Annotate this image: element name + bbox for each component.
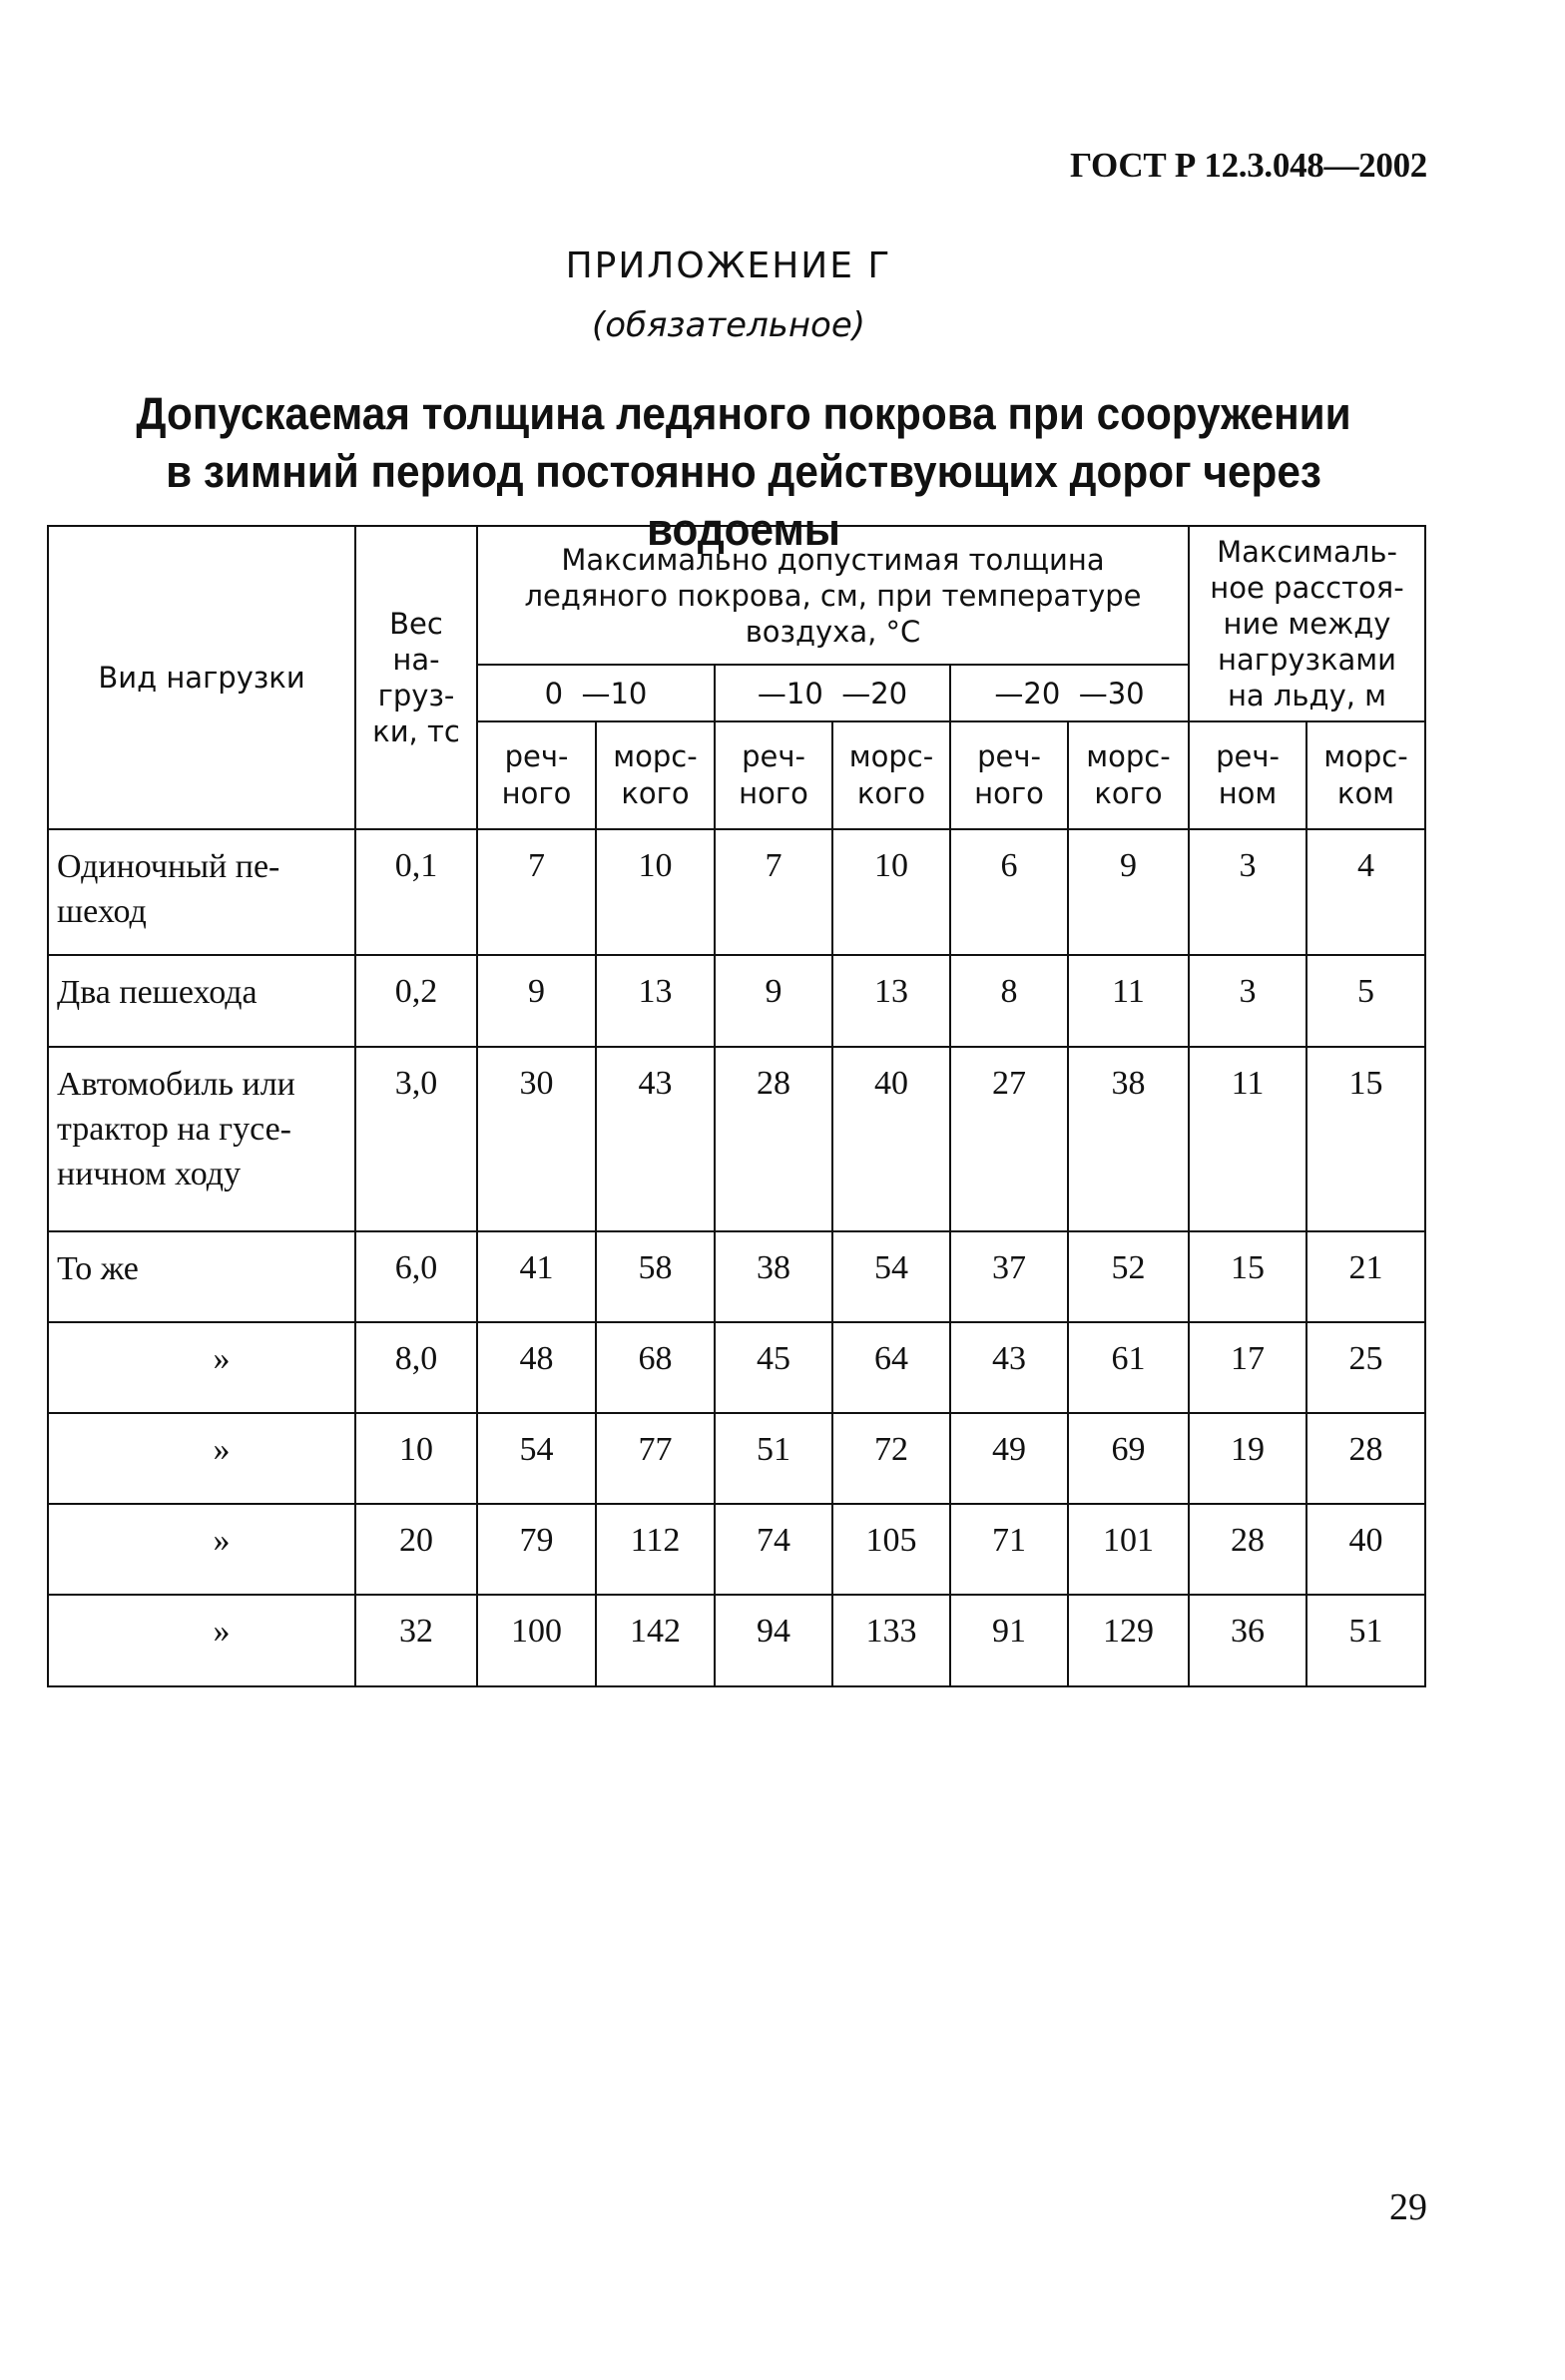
ice-thickness-table xyxy=(47,525,1426,1687)
value-cell: 112 xyxy=(596,1504,715,1595)
value-cell: 5 xyxy=(1306,955,1425,1047)
value-cell: 13 xyxy=(596,955,715,1047)
load-type-cell: » xyxy=(48,1322,355,1413)
value-cell: 6 xyxy=(950,829,1068,955)
load-type-cell: Одиночный пе- шеход xyxy=(48,829,355,955)
header-temp-range-2: —10 —20 xyxy=(715,665,950,721)
header-sea-1: морс- кого xyxy=(596,721,715,829)
value-cell: 49 xyxy=(950,1413,1068,1504)
document-code: ГОСТ Р 12.3.048—2002 xyxy=(1069,146,1427,185)
header-thickness-group: Максимально допустимая толщина ледяного покрова, см, при температуре воздуха, °С xyxy=(477,526,1189,665)
value-cell: 69 xyxy=(1068,1413,1189,1504)
appendix-label: ПРИЛОЖЕНИЕ Г xyxy=(565,245,892,286)
load-type-cell: » xyxy=(48,1413,355,1504)
value-cell: 71 xyxy=(950,1504,1068,1595)
header-temp-range-3: —20 —30 xyxy=(950,665,1189,721)
value-cell: 142 xyxy=(596,1595,715,1686)
table-row xyxy=(48,1413,1425,1504)
value-cell: 133 xyxy=(832,1595,950,1686)
value-cell: 105 xyxy=(832,1504,950,1595)
value-cell: 77 xyxy=(596,1413,715,1504)
table-row xyxy=(48,1322,1425,1413)
value-cell: 129 xyxy=(1068,1595,1189,1686)
table-row xyxy=(48,1504,1425,1595)
appendix-status: (обязательное) xyxy=(591,305,866,345)
weight-cell: 0,1 xyxy=(355,829,477,955)
value-cell: 43 xyxy=(950,1322,1068,1413)
value-cell: 40 xyxy=(832,1047,950,1231)
header-sea-3: морс- кого xyxy=(1068,721,1189,829)
value-cell: 27 xyxy=(950,1047,1068,1231)
value-cell: 61 xyxy=(1068,1322,1189,1413)
value-cell: 4 xyxy=(1306,829,1425,955)
value-cell: 100 xyxy=(477,1595,596,1686)
value-cell: 9 xyxy=(1068,829,1189,955)
value-cell: 94 xyxy=(715,1595,832,1686)
value-cell: 21 xyxy=(1306,1231,1425,1322)
value-cell: 54 xyxy=(832,1231,950,1322)
load-type-cell: Автомобиль или трактор на гусе- ничном ходу xyxy=(48,1047,355,1231)
value-cell: 17 xyxy=(1189,1322,1306,1413)
header-distance-group: Максималь- ное расстоя- ние между нагрузками на льду, м xyxy=(1189,526,1425,721)
load-type-cell: То же xyxy=(48,1231,355,1322)
value-cell: 68 xyxy=(596,1322,715,1413)
value-cell: 8 xyxy=(950,955,1068,1047)
value-cell: 41 xyxy=(477,1231,596,1322)
title-line-1: Допускаемая толщина ледяного покрова при сооружении xyxy=(136,388,1351,439)
value-cell: 79 xyxy=(477,1504,596,1595)
value-cell: 58 xyxy=(596,1231,715,1322)
value-cell: 28 xyxy=(1306,1413,1425,1504)
load-type-cell: Два пешехода xyxy=(48,955,355,1047)
value-cell: 7 xyxy=(715,829,832,955)
value-cell: 28 xyxy=(715,1047,832,1231)
value-cell: 11 xyxy=(1068,955,1189,1047)
table-row xyxy=(48,955,1425,1047)
header-weight: Вес на- груз- ки, тс xyxy=(355,526,477,829)
title-line-2: в зимний период постоянно действующих дорог через водоемы xyxy=(166,446,1321,555)
value-cell: 72 xyxy=(832,1413,950,1504)
value-cell: 36 xyxy=(1189,1595,1306,1686)
value-cell: 7 xyxy=(477,829,596,955)
value-cell: 30 xyxy=(477,1047,596,1231)
value-cell: 10 xyxy=(596,829,715,955)
value-cell: 3 xyxy=(1189,955,1306,1047)
header-river-1: реч- ного xyxy=(477,721,596,829)
value-cell: 15 xyxy=(1306,1047,1425,1231)
value-cell: 43 xyxy=(596,1047,715,1231)
header-river-2: реч- ного xyxy=(715,721,832,829)
value-cell: 3 xyxy=(1189,829,1306,955)
value-cell: 48 xyxy=(477,1322,596,1413)
value-cell: 45 xyxy=(715,1322,832,1413)
weight-cell: 32 xyxy=(355,1595,477,1686)
header-river-3: реч- ного xyxy=(950,721,1068,829)
value-cell: 54 xyxy=(477,1413,596,1504)
value-cell: 9 xyxy=(715,955,832,1047)
value-cell: 25 xyxy=(1306,1322,1425,1413)
table-row xyxy=(48,829,1425,955)
value-cell: 10 xyxy=(832,829,950,955)
weight-cell: 0,2 xyxy=(355,955,477,1047)
weight-cell: 8,0 xyxy=(355,1322,477,1413)
value-cell: 38 xyxy=(1068,1047,1189,1231)
table-row xyxy=(48,1231,1425,1322)
value-cell: 40 xyxy=(1306,1504,1425,1595)
value-cell: 37 xyxy=(950,1231,1068,1322)
weight-cell: 3,0 xyxy=(355,1047,477,1231)
table-row xyxy=(48,1047,1425,1231)
table-row xyxy=(48,1595,1425,1686)
load-type-cell: » xyxy=(48,1595,355,1686)
weight-cell: 10 xyxy=(355,1413,477,1504)
value-cell: 101 xyxy=(1068,1504,1189,1595)
value-cell: 19 xyxy=(1189,1413,1306,1504)
value-cell: 64 xyxy=(832,1322,950,1413)
header-river-distance: реч- ном xyxy=(1189,721,1306,829)
load-type-cell: » xyxy=(48,1504,355,1595)
header-temp-range-1: 0 —10 xyxy=(477,665,715,721)
value-cell: 9 xyxy=(477,955,596,1047)
page-number: 29 xyxy=(1389,2186,1427,2228)
value-cell: 91 xyxy=(950,1595,1068,1686)
value-cell: 13 xyxy=(832,955,950,1047)
header-sea-distance: морс- ком xyxy=(1306,721,1425,829)
header-sea-2: морс- кого xyxy=(832,721,950,829)
value-cell: 51 xyxy=(1306,1595,1425,1686)
value-cell: 74 xyxy=(715,1504,832,1595)
value-cell: 51 xyxy=(715,1413,832,1504)
value-cell: 52 xyxy=(1068,1231,1189,1322)
weight-cell: 6,0 xyxy=(355,1231,477,1322)
value-cell: 38 xyxy=(715,1231,832,1322)
value-cell: 11 xyxy=(1189,1047,1306,1231)
header-load-type: Вид нагрузки xyxy=(48,526,355,829)
value-cell: 15 xyxy=(1189,1231,1306,1322)
weight-cell: 20 xyxy=(355,1504,477,1595)
value-cell: 28 xyxy=(1189,1504,1306,1595)
